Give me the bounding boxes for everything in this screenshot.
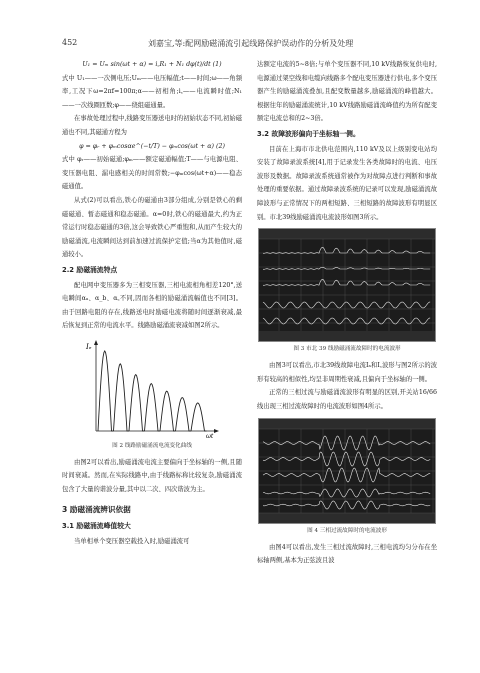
figure-4-overcurrent-waveform xyxy=(258,418,436,524)
x-axis-label: ωt xyxy=(206,432,214,439)
pulse-4 xyxy=(145,383,161,430)
pulse-3 xyxy=(129,374,145,430)
paragraph-fault-recorder: 目前在上海市市北供电范围内,110 kV及以上级别变电站均安装了故障录波系统[4],用于记录发生各类故障时的电流、电压波形及数据。故障录波系统通常被作为对故障点进行判断和事故处理的重要依据。通过故障录波系统的记录可以发现,励磁涌流故障波形与正常情况下的两相短路、三相短路的故障波形有明显区别。市北39线励磁涌流电流波形如图3所示。 xyxy=(257,145,437,221)
y-axis-arrow xyxy=(94,340,98,345)
trace-c xyxy=(263,468,430,482)
paragraph-three-phase-intro: 正常的三相过流与励磁涌流波形有明显的区别,开关站16/66线出现三相过流故障时的电流波形如图4所示。 xyxy=(257,389,437,410)
figure-2-inrush-curve xyxy=(82,337,222,439)
pulse-1 xyxy=(98,351,114,431)
figure-3-recorder-waveform xyxy=(258,228,436,342)
section-2-2-heading: 2.2 励磁涌流特点 xyxy=(62,265,118,274)
paragraph-flux-analysis: 从式(2)可以看出,铁心的磁通由3部分组成,分别是铁心的剩磁磁通、暂态磁通和稳态磁通。α=0时,铁心的磁通最大,约为正常运行时稳态磁通的3倍,这会导致铁心严重饱和,从而产生较大的励磁涌流,电流瞬间达到前加速过流保护定值;当α为其他值时,磁通较小。 xyxy=(62,196,242,259)
equation-2: φ = φᵣ + φₘcosαe^(−t/T) − φₘcos(ωt + α) (2) xyxy=(79,142,225,150)
pulse-2 xyxy=(114,364,130,431)
pulse-6 xyxy=(176,397,192,430)
trace-c xyxy=(263,279,430,285)
section-3-heading: 3 励磁涌流辨识依据 xyxy=(62,504,131,514)
pulse-5 xyxy=(160,391,176,431)
page-number: 452 xyxy=(62,38,78,47)
figure-4-caption: 图 4 三相过流故障时的电流波形 xyxy=(307,527,387,534)
paragraph-eq2-terms: 式中 φᵣ——初始磁通;φₘ——额定磁通幅值;T——与电源电阻、变压器电阻、漏电感相关的时间常数;−φₘcos(ωt+α)——稳态磁通值。 xyxy=(62,156,242,191)
paragraph-fig2-analysis: 由图2可以看出,励磁涌流电流主要偏向于坐标轴的一侧,且随时间衰减。然而,在实际线路中,由于线路标称比较复杂,励磁涌流包含了大量的谐波分量,其中以二次、四次谐波为主。 xyxy=(62,458,242,494)
figure-2-caption: 图 2 线路励磁涌流电流变化曲线 xyxy=(112,442,192,449)
right-column xyxy=(257,58,437,568)
y-axis-label: Iₑ xyxy=(86,342,92,351)
x-axis-arrow xyxy=(214,429,219,433)
paragraph-eq1-terms: 式中 U₁——一次侧电压;Uₘ——电压幅值;t——时间;ω——角频率,工况下ω=2πf=100π;α——初相角;i꜀——电流瞬时值;N₁——一次线圈匝数;φ——绕组磁通量。 xyxy=(62,74,242,109)
trace-d xyxy=(263,489,430,497)
trace-d xyxy=(263,302,430,308)
equation-1: U₁ = Uₘ sin(ωt + α) = i꜀R₁ + N₁ dφ(t)/dt (1) xyxy=(82,61,222,68)
paragraph-peak-intro: 当单相单个变压器空载投入时,励磁涌流可 xyxy=(74,537,190,545)
trace-b xyxy=(263,267,430,269)
decaying-pulse-series xyxy=(98,351,207,431)
trace-a xyxy=(263,247,430,253)
paragraph-inrush-features: 配电网中变压器多为三相变压器,三相电流相角相差120°,送电瞬间αₐ、α_b、α꜀不同,因而各相的励磁涌流幅值也不同[3]。由于回路电阻的存在,线路送电时励磁电流将随时间逐渐衰减,最后恢复到正常的电流水平。线路励磁涌流衰减如图2所示。 xyxy=(62,281,242,330)
left-column xyxy=(62,58,242,548)
trace-b xyxy=(263,452,430,466)
running-title: 刘嘉宝,等:配网励磁涌流引起线路保护误动作的分析及处理 xyxy=(148,39,354,48)
figure-3-caption: 图 3 市北 39 线励磁涌流故障时的电流波形 xyxy=(293,346,401,353)
section-3-2-heading: 3.2 故障波形偏向于坐标轴一侧。 xyxy=(257,129,360,138)
paragraph-peak-magnitude: 达额定电流的5~8倍;与单个变压器不同,10 kV线路恢复供电时,电源通过架空线和电缆向线路多个配电变压器进行供电,多个变压器产生的励磁涌流叠加,且配变数量越多,励磁涌流的峰值越大。根据往年的励磁涌流统计,10 kV线路励磁涌流峰值约为所有配变额定电流总和的2~3倍。 xyxy=(257,61,437,123)
paragraph-fig4-analysis: 由图4可以看出,发生三相过流故障时,三相电流均匀分布在坐标轴两侧,基本为正弦波且波 xyxy=(257,543,437,565)
section-3-1-heading: 3.1 励磁涌流峰值较大 xyxy=(62,522,131,531)
pulse-7 xyxy=(191,403,207,431)
paragraph-fig3-analysis: 由图3可以看出,市北39线故障电流Iₐ和I꜀波形与图2所示的波形有较高的相似性,均呈非周期性衰减,且偏向于坐标轴的一侧。 xyxy=(257,362,437,383)
paragraph-flux-intro: 在事故处理过程中,线路变压器送电时的初始状态不同,初始磁通也不同,其磁通方程为 xyxy=(62,115,242,136)
trace-e xyxy=(263,501,430,509)
